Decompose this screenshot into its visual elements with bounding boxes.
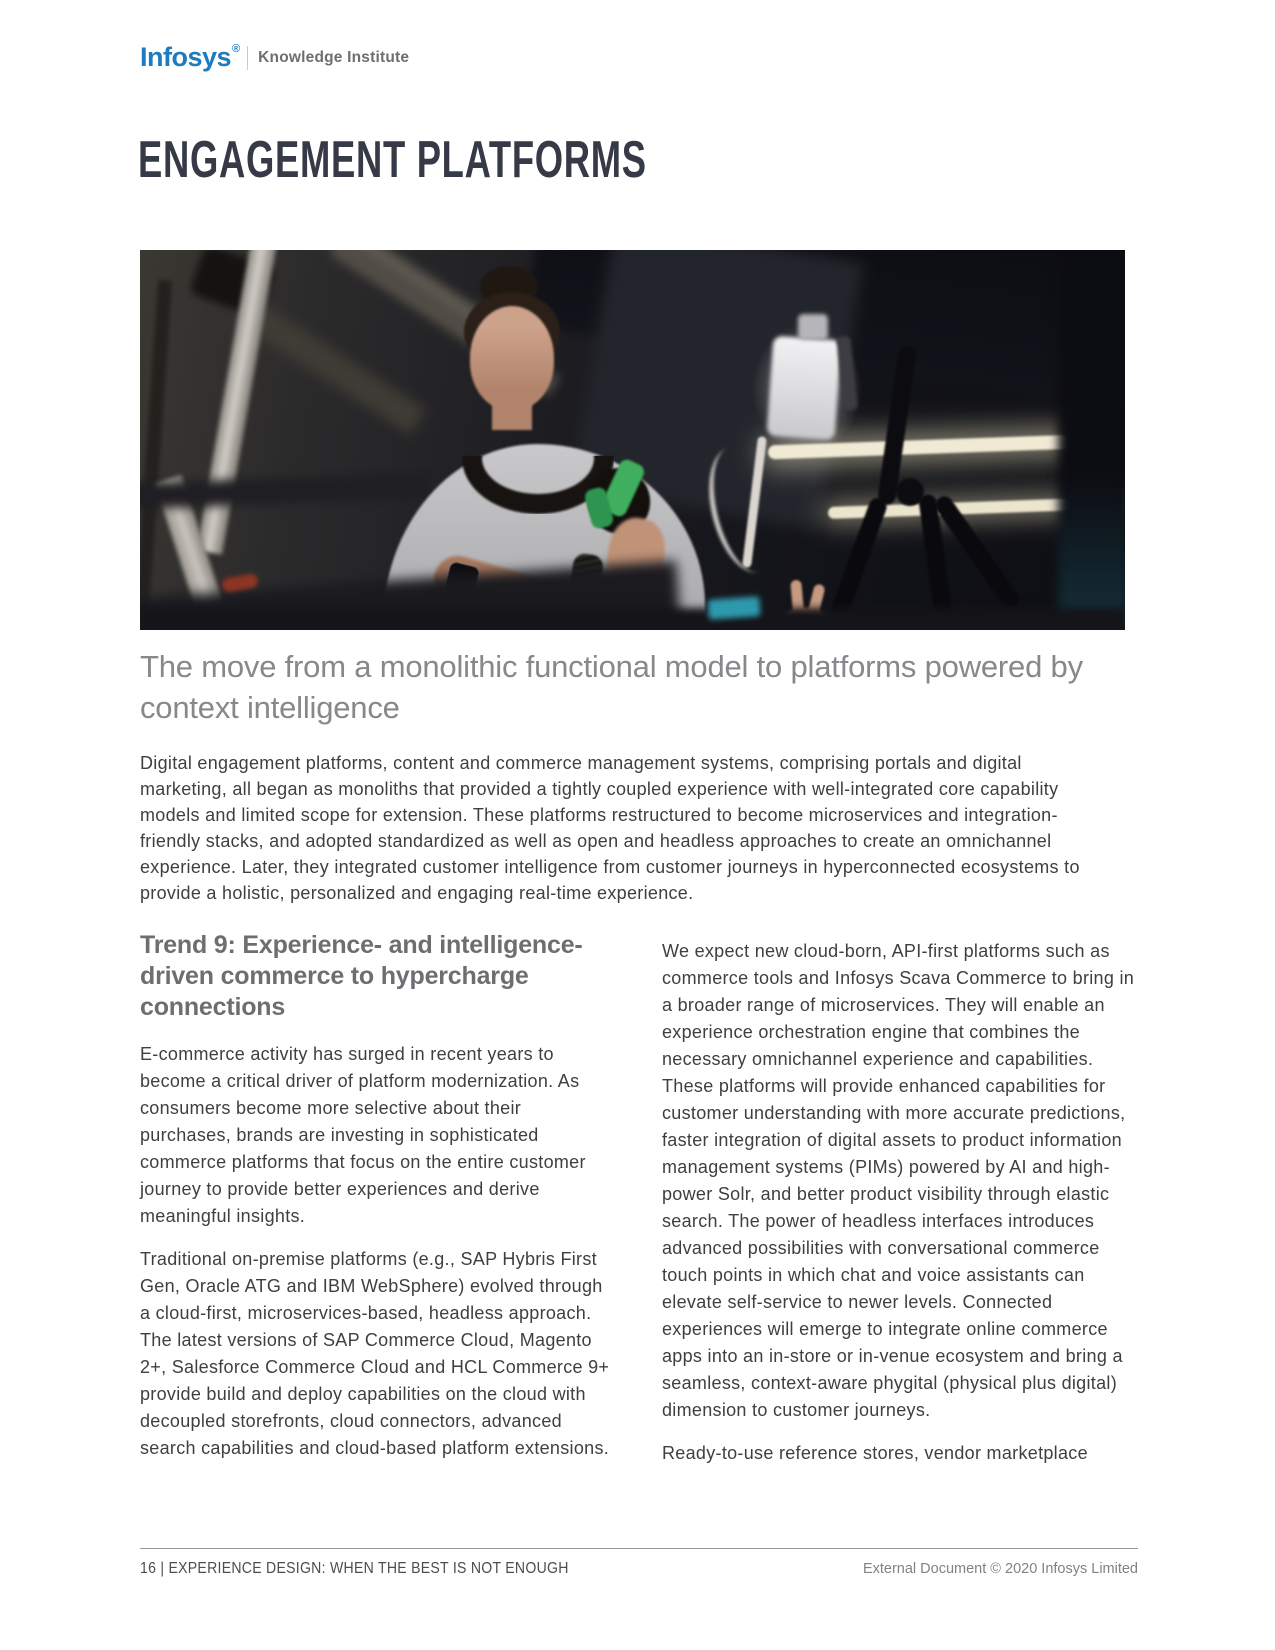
registered-mark-icon: ® bbox=[232, 42, 241, 55]
infosys-logo: Infosys bbox=[140, 42, 232, 72]
logo bbox=[140, 42, 409, 73]
right-column-paragraph: Ready-to-use reference stores, vendor marketplace bbox=[662, 1443, 1088, 1463]
right-column-paragraph: We expect new cloud-born, API-first platforms such as commerce tools and Infosys Scava Commerce to bring in a broader range of microservices. They will enable an experience orchestration engine that combines the necessary omnichannel experience and capabilities. These platforms will provide enhanced capabilities for customer understanding with more accurate predictions, faster integration of digital assets to product information management systems (PIMs) powered by AI and high-power Solr, and better product visibility through elastic search. The power of headless interfaces introduces advanced possibilities with conversational commerce touch points in which chat and voice assistants can elevate self-service to newer levels. Connected experiences will emerge to integrate online commerce apps into an in-store or in-venue ecosystem and bring a seamless, context-aware phygital (physical plus digital) dimension to customer journeys. bbox=[662, 941, 1135, 1420]
footer-page-info: 16 | EXPERIENCE DESIGN: WHEN THE BEST IS NOT ENOUGH bbox=[140, 1560, 569, 1577]
page-title: ENGAGEMENT PLATFORMS bbox=[138, 131, 647, 189]
logo-subtitle: Knowledge Institute bbox=[258, 48, 410, 66]
left-column-paragraph: Traditional on-premise platforms (e.g., SAP Hybris First Gen, Oracle ATG and IBM WebSphere) evolved through a cloud-first, microservices-based, headless approach. The latest versions of SAP Commerce Cloud, Magento 2+, Salesforce Commerce Cloud and HCL Commerce 9+ provide build and deploy capabilities on the cloud with decoupled storefronts, cloud connectors, advanced search capabilities and cloud-based platform extensions. bbox=[140, 1249, 610, 1458]
photo-dark-pole bbox=[140, 280, 172, 630]
photo-foreground-shadow bbox=[140, 608, 1125, 630]
photo-smartphone bbox=[767, 336, 842, 440]
section-subtitle: The move from a monolithic functional model to platforms powered by context intelligence bbox=[140, 649, 1083, 725]
photo-phone-clamp bbox=[798, 314, 828, 340]
left-column-paragraph: E-commerce activity has surged in recent years to become a critical driver of platform modernization. As consumers become more selective about their purchases, brands are investing in sophisticated commerce platforms that focus on the entire customer journey to provide better experiences and derive meaningful insights. bbox=[140, 1044, 586, 1226]
trend-heading: Trend 9: Experience- and intelligence-driven commerce to hypercharge connections bbox=[140, 931, 583, 1021]
intro-paragraph: Digital engagement platforms, content and commerce management systems, comprising portals and digital marketing, all began as monoliths that provided a tightly coupled experience with well-integrated core capability models and limited scope for extension. These platforms restructured to become microservices and integration-friendly stacks, and adopted standardized as well as open and headless approaches to create an omnichannel experience. Later, they integrated customer intelligence from customer journeys in hyperconnected ecosystems to provide a holistic, personalized and engaging real-time experience. bbox=[140, 753, 1080, 903]
photo-teal-object bbox=[707, 596, 760, 620]
photo-desk-edge bbox=[140, 473, 430, 509]
photo-woman-face bbox=[470, 306, 554, 410]
hero-photo bbox=[140, 250, 1125, 630]
footer-copyright: External Document © 2020 Infosys Limited bbox=[862, 1561, 1138, 1577]
left-column bbox=[140, 930, 613, 1483]
logo-divider bbox=[247, 46, 248, 70]
body-columns bbox=[140, 930, 1138, 1483]
footer-divider bbox=[140, 1548, 1138, 1549]
photo-foreground-blur bbox=[1058, 250, 1125, 630]
right-column bbox=[662, 930, 1138, 1483]
footer bbox=[140, 1560, 1138, 1578]
